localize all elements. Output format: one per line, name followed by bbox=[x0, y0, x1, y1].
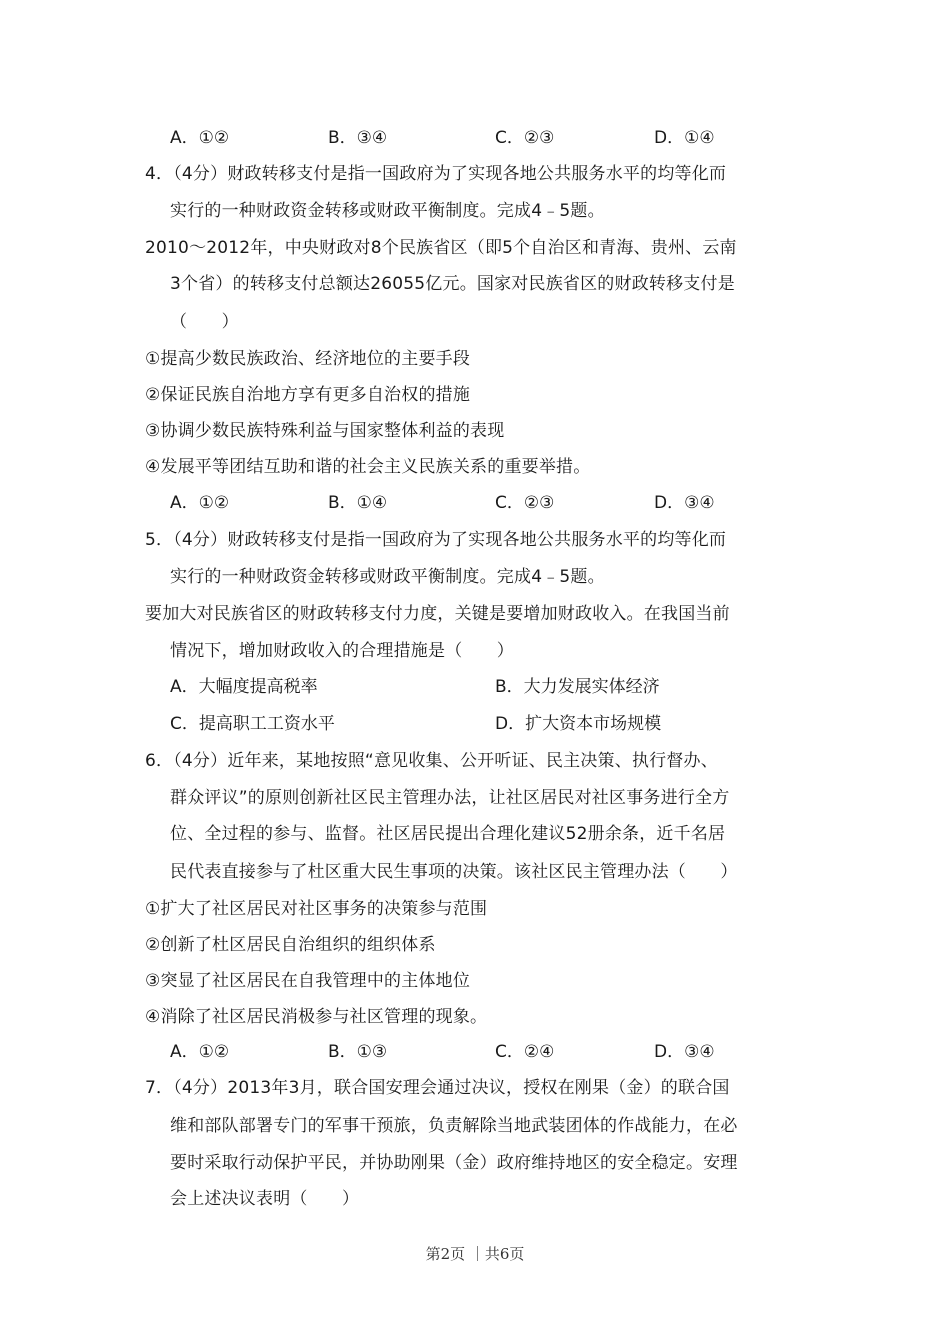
q6-stem-line-1: 6．（4分）近年来，某地按照“意见收集、公开听证、民主决策、执行督办、 bbox=[145, 751, 718, 771]
q6-stem-line-3: 位、全过程的参与、监督。社区居民提出合理化建议52册余条，近千名居 bbox=[170, 824, 726, 844]
q5-option-c: C．提高职工工资水平 bbox=[170, 714, 335, 734]
q4-option-d: D．③④ bbox=[654, 493, 715, 513]
q3-options bbox=[170, 126, 810, 150]
q6-statement-3: ③突显了社区居民在自我管理中的主体地位 bbox=[145, 971, 471, 991]
q3-option-d: D．①④ bbox=[654, 128, 715, 148]
q7-stem-line-3: 要时采取行动保护平民，并协助刚果（金）政府维持地区的安全稳定。安理 bbox=[170, 1153, 738, 1173]
q6-option-a: A．①② bbox=[170, 1042, 230, 1062]
q5-material-line-1: 要加大对民族省区的财政转移支付力度，关键是要增加财政收入。在我国当前 bbox=[145, 604, 730, 624]
q6-statement-4: ④消除了社区居民消极参与社区管理的现象。 bbox=[145, 1007, 488, 1027]
q5-option-d: D．扩大资本市场规模 bbox=[495, 714, 662, 734]
page-footer: 第2页 ｜共6页 bbox=[425, 1245, 525, 1263]
q4-option-c: C．②③ bbox=[495, 493, 555, 513]
q6-statement-1: ①扩大了社区居民对社区事务的决策参与范围 bbox=[145, 899, 488, 919]
q4-statement-2: ②保证民族自治地方享有更多自治权的措施 bbox=[145, 385, 471, 405]
q5-material-line-2: 情况下，增加财政收入的合理措施是（ ） bbox=[170, 641, 514, 661]
q6-option-c: C．②④ bbox=[495, 1042, 555, 1062]
q7-stem-line-4: 会上述决议表明（ ） bbox=[170, 1189, 360, 1209]
q5-option-a: A．大幅度提高税率 bbox=[170, 677, 318, 697]
q4-statement-4: ④发展平等团结互助和谐的社会主义民族关系的重要举措。 bbox=[145, 457, 591, 477]
q6-statement-2: ②创新了杜区居民自治组织的组织体系 bbox=[145, 935, 436, 955]
q4-material-line-2: 3个省）的转移支付总额达26055亿元。国家对民族省区的财政转移支付是 bbox=[170, 274, 735, 294]
q4-material-line-1: 2010～2012年，中央财政对8个民族省区（即5个自治区和青海、贵州、云南 bbox=[145, 238, 737, 258]
q4-stem-line-2: 实行的一种财政资金转移或财政平衡制度。完成4﹣5题。 bbox=[170, 201, 605, 221]
q5-options-row-2 bbox=[170, 712, 810, 736]
q5-stem-line-1: 5．（4分）财政转移支付是指一国政府为了实现各地公共服务水平的均等化而 bbox=[145, 530, 727, 550]
q7-stem-line-2: 维和部队部署专门的军事干预旅，负责解除当地武装团体的作战能力，在必 bbox=[170, 1116, 738, 1136]
q5-option-b: B．大力发展实体经济 bbox=[495, 677, 660, 697]
q5-options-row-1 bbox=[170, 675, 810, 699]
q4-answer-blank: （ ） bbox=[170, 312, 239, 332]
q4-statement-1: ①提高少数民族政治、经济地位的主要手段 bbox=[145, 349, 471, 369]
q6-option-b: B．①③ bbox=[328, 1042, 388, 1062]
q4-option-b: B．①④ bbox=[328, 493, 388, 513]
q4-stem-line-1: 4．（4分）财政转移支付是指一国政府为了实现各地公共服务水平的均等化而 bbox=[145, 164, 727, 184]
q3-option-a: A．①② bbox=[170, 128, 230, 148]
q3-option-b: B．③④ bbox=[328, 128, 388, 148]
q6-options bbox=[170, 1040, 810, 1064]
q6-option-d: D．③④ bbox=[654, 1042, 715, 1062]
q4-options bbox=[170, 491, 810, 515]
q5-stem-line-2: 实行的一种财政资金转移或财政平衡制度。完成4﹣5题。 bbox=[170, 567, 605, 587]
q3-option-c: C．②③ bbox=[495, 128, 555, 148]
q6-stem-line-4: 民代表直接参与了杜区重大民生事项的决策。该社区民主管理办法（ ） bbox=[170, 862, 738, 882]
q4-statement-3: ③协调少数民族特殊利益与国家整体利益的表现 bbox=[145, 421, 505, 441]
q6-stem-line-2: 群众评议”的原则创新社区民主管理办法，让社区居民对社区事务进行全方 bbox=[170, 788, 730, 808]
q7-stem-line-1: 7．（4分）2013年3月，联合国安理会通过决议，授权在刚果（金）的联合国 bbox=[145, 1078, 730, 1098]
q4-option-a: A．①② bbox=[170, 493, 230, 513]
